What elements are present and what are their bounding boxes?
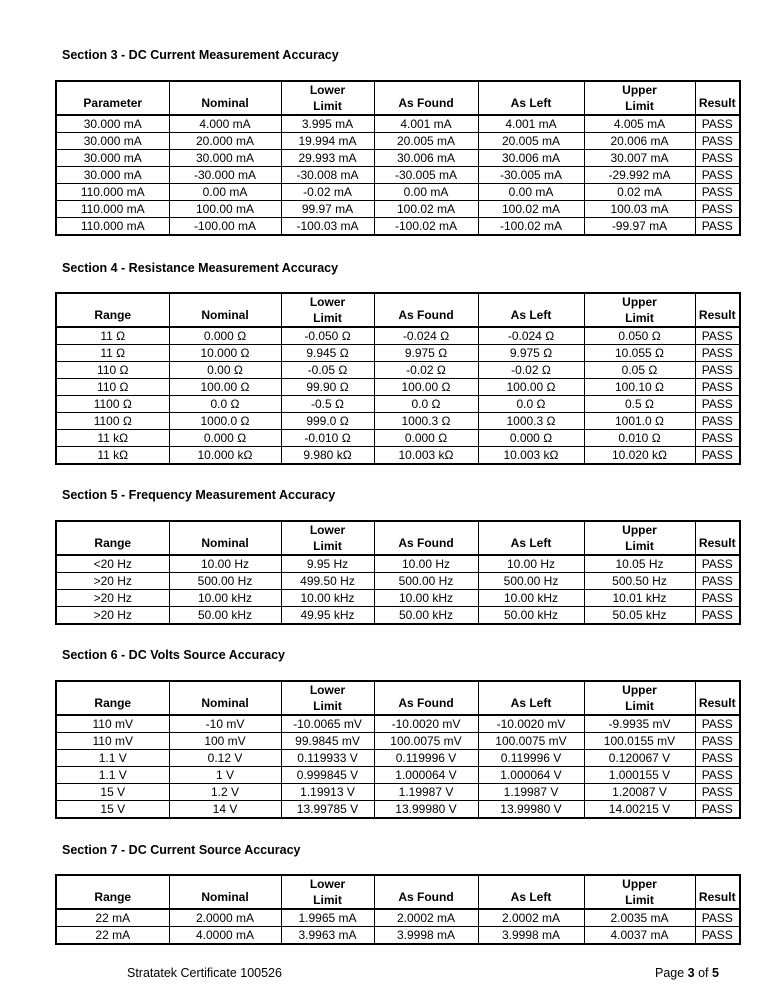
table-cell: 0.119996 V bbox=[374, 750, 478, 767]
table-cell: 500.50 Hz bbox=[584, 573, 695, 590]
table-cell: 50.00 kHz bbox=[478, 607, 584, 625]
header-lower-limit-2: Limit bbox=[281, 311, 374, 327]
table-cell: 2.0002 mA bbox=[374, 909, 478, 927]
table-cell: 0.120067 V bbox=[584, 750, 695, 767]
header-as-found: As Found bbox=[374, 875, 478, 909]
header-lower-limit-1: Lower bbox=[281, 293, 374, 311]
table-cell: 99.97 mA bbox=[281, 201, 374, 218]
section-5-table bbox=[55, 520, 741, 625]
table-row bbox=[56, 590, 740, 607]
table-cell: -99.97 mA bbox=[584, 218, 695, 236]
section-6-title: Section 6 - DC Volts Source Accuracy bbox=[62, 648, 285, 662]
table-cell: 4.005 mA bbox=[584, 115, 695, 133]
header-upper-limit-1: Upper bbox=[584, 681, 695, 699]
table-cell: 3.995 mA bbox=[281, 115, 374, 133]
table-cell: PASS bbox=[695, 362, 740, 379]
section-7-title: Section 7 - DC Current Source Accuracy bbox=[62, 843, 301, 857]
page-indicator bbox=[655, 966, 719, 980]
table-cell: 13.99785 V bbox=[281, 801, 374, 819]
table-cell: 11 Ω bbox=[56, 345, 169, 362]
header-range: Range bbox=[56, 681, 169, 715]
section-7-table bbox=[55, 874, 741, 945]
table-row bbox=[56, 218, 740, 236]
table-cell: 15 V bbox=[56, 801, 169, 819]
table-cell: 30.000 mA bbox=[56, 150, 169, 167]
section-4-title: Section 4 - Resistance Measurement Accuracy bbox=[62, 261, 339, 275]
header-as-found: As Found bbox=[374, 521, 478, 555]
table-cell: 10.055 Ω bbox=[584, 345, 695, 362]
header-range: Range bbox=[56, 521, 169, 555]
table-row bbox=[56, 150, 740, 167]
table-cell: 1100 Ω bbox=[56, 396, 169, 413]
table-cell: 110 Ω bbox=[56, 362, 169, 379]
header-upper-limit-1: Upper bbox=[584, 521, 695, 539]
header-as-left: As Left bbox=[478, 875, 584, 909]
table-cell: PASS bbox=[695, 379, 740, 396]
table-cell: -30.005 mA bbox=[374, 167, 478, 184]
header-result: Result bbox=[695, 521, 740, 555]
table-cell: PASS bbox=[695, 115, 740, 133]
table-cell: PASS bbox=[695, 218, 740, 236]
table-cell: -100.02 mA bbox=[478, 218, 584, 236]
table-cell: 13.99980 V bbox=[478, 801, 584, 819]
header-lower-limit-2: Limit bbox=[281, 99, 374, 115]
table-cell: 10.00 Hz bbox=[478, 555, 584, 573]
table-cell: 1.1 V bbox=[56, 750, 169, 767]
header-as-left: As Left bbox=[478, 293, 584, 327]
header-lower-limit-2: Limit bbox=[281, 893, 374, 909]
table-cell: 100 mV bbox=[169, 733, 281, 750]
table-cell: 4.000 mA bbox=[169, 115, 281, 133]
header-lower-limit-2: Limit bbox=[281, 699, 374, 715]
table-cell: >20 Hz bbox=[56, 590, 169, 607]
table-row bbox=[56, 184, 740, 201]
table-cell: PASS bbox=[695, 590, 740, 607]
table-cell: 100.00 mA bbox=[169, 201, 281, 218]
table-row bbox=[56, 167, 740, 184]
table-cell: 0.050 Ω bbox=[584, 327, 695, 345]
table-cell: 100.02 mA bbox=[478, 201, 584, 218]
table-cell: 2.0000 mA bbox=[169, 909, 281, 927]
table-cell: 0.000 Ω bbox=[169, 430, 281, 447]
table-cell: 100.00 Ω bbox=[478, 379, 584, 396]
table-row bbox=[56, 327, 740, 345]
table-cell: PASS bbox=[695, 150, 740, 167]
table-cell: 30.000 mA bbox=[169, 150, 281, 167]
table-cell: 49.95 kHz bbox=[281, 607, 374, 625]
table-cell: -30.008 mA bbox=[281, 167, 374, 184]
table-cell: 4.0000 mA bbox=[169, 927, 281, 945]
table-cell: 2.0002 mA bbox=[478, 909, 584, 927]
table-cell: 1000.3 Ω bbox=[478, 413, 584, 430]
header-as-found: As Found bbox=[374, 81, 478, 115]
table-cell: -9.9935 mV bbox=[584, 715, 695, 733]
table-row bbox=[56, 784, 740, 801]
table-cell: 20.006 mA bbox=[584, 133, 695, 150]
table-cell: PASS bbox=[695, 345, 740, 362]
table-cell: -10.0020 mV bbox=[478, 715, 584, 733]
header-upper-limit-2: Limit bbox=[584, 539, 695, 555]
table-cell: 13.99980 V bbox=[374, 801, 478, 819]
page-prefix: Page bbox=[655, 966, 688, 980]
table-cell: 9.95 Hz bbox=[281, 555, 374, 573]
table-cell: 100.03 mA bbox=[584, 201, 695, 218]
table-cell: 110 mV bbox=[56, 733, 169, 750]
header-nominal: Nominal bbox=[169, 681, 281, 715]
table-row bbox=[56, 133, 740, 150]
table-row bbox=[56, 345, 740, 362]
table-cell: 1.1 V bbox=[56, 767, 169, 784]
table-cell: -29.992 mA bbox=[584, 167, 695, 184]
table-cell: 9.975 Ω bbox=[478, 345, 584, 362]
table-cell: 20.005 mA bbox=[374, 133, 478, 150]
table-cell: 0.0 Ω bbox=[478, 396, 584, 413]
header-as-found: As Found bbox=[374, 681, 478, 715]
table-cell: PASS bbox=[695, 447, 740, 465]
table-cell: 10.01 kHz bbox=[584, 590, 695, 607]
header-upper-limit-1: Upper bbox=[584, 293, 695, 311]
table-cell: 10.000 Ω bbox=[169, 345, 281, 362]
table-cell: 1001.0 Ω bbox=[584, 413, 695, 430]
table-cell: PASS bbox=[695, 133, 740, 150]
table-cell: PASS bbox=[695, 184, 740, 201]
table-cell: 22 mA bbox=[56, 909, 169, 927]
table-row bbox=[56, 801, 740, 819]
table-cell: 4.0037 mA bbox=[584, 927, 695, 945]
table-cell: PASS bbox=[695, 733, 740, 750]
table-cell: 30.000 mA bbox=[56, 115, 169, 133]
table-cell: PASS bbox=[695, 327, 740, 345]
table-cell: <20 Hz bbox=[56, 555, 169, 573]
table-cell: PASS bbox=[695, 573, 740, 590]
table-cell: -0.050 Ω bbox=[281, 327, 374, 345]
table-cell: 1.000064 V bbox=[478, 767, 584, 784]
table-cell: 10.00 kHz bbox=[374, 590, 478, 607]
table-cell: 99.9845 mV bbox=[281, 733, 374, 750]
table-cell: 11 kΩ bbox=[56, 430, 169, 447]
table-cell: 3.9963 mA bbox=[281, 927, 374, 945]
table-cell: -30.000 mA bbox=[169, 167, 281, 184]
table-cell: 1.19913 V bbox=[281, 784, 374, 801]
table-cell: 14 V bbox=[169, 801, 281, 819]
table-cell: 50.05 kHz bbox=[584, 607, 695, 625]
certificate-label: Stratatek Certificate 100526 bbox=[127, 966, 282, 980]
header-nominal: Nominal bbox=[169, 875, 281, 909]
table-cell: 10.003 kΩ bbox=[374, 447, 478, 465]
table-cell: 1000.0 Ω bbox=[169, 413, 281, 430]
table-cell: 500.00 Hz bbox=[169, 573, 281, 590]
table-cell: 3.9998 mA bbox=[374, 927, 478, 945]
table-cell: 10.00 kHz bbox=[478, 590, 584, 607]
table-cell: 50.00 kHz bbox=[169, 607, 281, 625]
table-cell: PASS bbox=[695, 801, 740, 819]
table-cell: 1100 Ω bbox=[56, 413, 169, 430]
table-row bbox=[56, 396, 740, 413]
table-cell: -0.010 Ω bbox=[281, 430, 374, 447]
table-cell: 10.000 kΩ bbox=[169, 447, 281, 465]
table-cell: PASS bbox=[695, 430, 740, 447]
header-lower-limit-1: Lower bbox=[281, 81, 374, 99]
table-cell: 9.980 kΩ bbox=[281, 447, 374, 465]
table-cell: 9.975 Ω bbox=[374, 345, 478, 362]
table-cell: PASS bbox=[695, 767, 740, 784]
table-cell: 10.00 Hz bbox=[169, 555, 281, 573]
table-row bbox=[56, 573, 740, 590]
table-cell: 100.0075 mV bbox=[478, 733, 584, 750]
header-upper-limit-1: Upper bbox=[584, 875, 695, 893]
table-row bbox=[56, 201, 740, 218]
table-cell: 1 V bbox=[169, 767, 281, 784]
table-cell: 0.000 Ω bbox=[478, 430, 584, 447]
table-row bbox=[56, 430, 740, 447]
table-cell: 110 mV bbox=[56, 715, 169, 733]
table-cell: 110.000 mA bbox=[56, 201, 169, 218]
table-cell: 4.001 mA bbox=[374, 115, 478, 133]
header-result: Result bbox=[695, 81, 740, 115]
table-cell: PASS bbox=[695, 167, 740, 184]
table-cell: -100.00 mA bbox=[169, 218, 281, 236]
header-range: Range bbox=[56, 293, 169, 327]
table-cell: PASS bbox=[695, 927, 740, 945]
table-cell: 3.9998 mA bbox=[478, 927, 584, 945]
header-result: Result bbox=[695, 681, 740, 715]
table-cell: PASS bbox=[695, 201, 740, 218]
table-cell: 1.19987 V bbox=[374, 784, 478, 801]
header-range: Range bbox=[56, 875, 169, 909]
header-lower-limit-1: Lower bbox=[281, 521, 374, 539]
table-cell: 0.00 mA bbox=[374, 184, 478, 201]
table-row bbox=[56, 733, 740, 750]
header-parameter: Parameter bbox=[56, 81, 169, 115]
table-row bbox=[56, 607, 740, 625]
table-cell: 1.000155 V bbox=[584, 767, 695, 784]
table-cell: -0.024 Ω bbox=[374, 327, 478, 345]
table-cell: 2.0035 mA bbox=[584, 909, 695, 927]
table-cell: -10.0020 mV bbox=[374, 715, 478, 733]
table-cell: 20.005 mA bbox=[478, 133, 584, 150]
table-cell: 30.006 mA bbox=[374, 150, 478, 167]
table-cell: -0.02 Ω bbox=[374, 362, 478, 379]
table-cell: 500.00 Hz bbox=[478, 573, 584, 590]
table-cell: 500.00 Hz bbox=[374, 573, 478, 590]
header-upper-limit-1: Upper bbox=[584, 81, 695, 99]
table-cell: 0.02 mA bbox=[584, 184, 695, 201]
table-cell: 29.993 mA bbox=[281, 150, 374, 167]
header-upper-limit-2: Limit bbox=[584, 893, 695, 909]
table-cell: -0.02 mA bbox=[281, 184, 374, 201]
header-nominal: Nominal bbox=[169, 293, 281, 327]
header-lower-limit-1: Lower bbox=[281, 875, 374, 893]
table-cell: 30.007 mA bbox=[584, 150, 695, 167]
table-row bbox=[56, 750, 740, 767]
table-cell: 10.020 kΩ bbox=[584, 447, 695, 465]
table-cell: 100.0075 mV bbox=[374, 733, 478, 750]
table-cell: -30.005 mA bbox=[478, 167, 584, 184]
table-cell: 1000.3 Ω bbox=[374, 413, 478, 430]
header-as-left: As Left bbox=[478, 521, 584, 555]
table-cell: 99.90 Ω bbox=[281, 379, 374, 396]
table-row bbox=[56, 115, 740, 133]
table-cell: 11 Ω bbox=[56, 327, 169, 345]
table-cell: PASS bbox=[695, 909, 740, 927]
table-cell: -0.024 Ω bbox=[478, 327, 584, 345]
table-cell: PASS bbox=[695, 555, 740, 573]
table-cell: 0.00 mA bbox=[478, 184, 584, 201]
header-as-found: As Found bbox=[374, 293, 478, 327]
table-cell: 0.00 mA bbox=[169, 184, 281, 201]
table-cell: 10.00 kHz bbox=[169, 590, 281, 607]
table-cell: 0.010 Ω bbox=[584, 430, 695, 447]
table-cell: 10.00 Hz bbox=[374, 555, 478, 573]
table-cell: 30.000 mA bbox=[56, 133, 169, 150]
table-cell: 0.0 Ω bbox=[169, 396, 281, 413]
table-row bbox=[56, 909, 740, 927]
table-cell: 4.001 mA bbox=[478, 115, 584, 133]
header-nominal: Nominal bbox=[169, 521, 281, 555]
table-cell: 10.05 Hz bbox=[584, 555, 695, 573]
table-cell: 110.000 mA bbox=[56, 184, 169, 201]
table-cell: -100.02 mA bbox=[374, 218, 478, 236]
table-row bbox=[56, 555, 740, 573]
table-cell: 0.05 Ω bbox=[584, 362, 695, 379]
table-cell: 0.119996 V bbox=[478, 750, 584, 767]
table-cell: 9.945 Ω bbox=[281, 345, 374, 362]
table-cell: 0.119933 V bbox=[281, 750, 374, 767]
table-cell: 0.12 V bbox=[169, 750, 281, 767]
table-cell: 100.00 Ω bbox=[169, 379, 281, 396]
table-cell: 100.02 mA bbox=[374, 201, 478, 218]
page-number: 3 bbox=[687, 966, 695, 980]
table-cell: 110.000 mA bbox=[56, 218, 169, 236]
table-cell: 100.0155 mV bbox=[584, 733, 695, 750]
header-result: Result bbox=[695, 875, 740, 909]
table-row bbox=[56, 447, 740, 465]
table-cell: 1.000064 V bbox=[374, 767, 478, 784]
table-cell: PASS bbox=[695, 413, 740, 430]
header-nominal: Nominal bbox=[169, 81, 281, 115]
table-cell: 20.000 mA bbox=[169, 133, 281, 150]
section-6-table bbox=[55, 680, 741, 819]
table-cell: -10 mV bbox=[169, 715, 281, 733]
table-cell: PASS bbox=[695, 396, 740, 413]
header-as-left: As Left bbox=[478, 681, 584, 715]
table-cell: 0.0 Ω bbox=[374, 396, 478, 413]
table-cell: 50.00 kHz bbox=[374, 607, 478, 625]
table-cell: 1.19987 V bbox=[478, 784, 584, 801]
table-cell: >20 Hz bbox=[56, 573, 169, 590]
table-cell: 100.10 Ω bbox=[584, 379, 695, 396]
table-cell: -0.02 Ω bbox=[478, 362, 584, 379]
table-cell: 0.999845 V bbox=[281, 767, 374, 784]
table-cell: -100.03 mA bbox=[281, 218, 374, 236]
table-cell: -10.0065 mV bbox=[281, 715, 374, 733]
table-cell: 1.2 V bbox=[169, 784, 281, 801]
table-cell: 14.00215 V bbox=[584, 801, 695, 819]
table-cell: 11 kΩ bbox=[56, 447, 169, 465]
table-cell: PASS bbox=[695, 784, 740, 801]
header-result: Result bbox=[695, 293, 740, 327]
table-cell: 10.00 kHz bbox=[281, 590, 374, 607]
table-row bbox=[56, 362, 740, 379]
table-cell: 0.5 Ω bbox=[584, 396, 695, 413]
header-upper-limit-2: Limit bbox=[584, 699, 695, 715]
table-cell: 22 mA bbox=[56, 927, 169, 945]
section-3-table bbox=[55, 80, 741, 236]
table-row bbox=[56, 767, 740, 784]
table-cell: -0.5 Ω bbox=[281, 396, 374, 413]
table-row bbox=[56, 927, 740, 945]
table-cell: 110 Ω bbox=[56, 379, 169, 396]
section-4-table bbox=[55, 292, 741, 465]
table-cell: 100.00 Ω bbox=[374, 379, 478, 396]
header-lower-limit-1: Lower bbox=[281, 681, 374, 699]
table-cell: 30.000 mA bbox=[56, 167, 169, 184]
table-cell: 0.000 Ω bbox=[169, 327, 281, 345]
header-upper-limit-2: Limit bbox=[584, 99, 695, 115]
table-cell: 499.50 Hz bbox=[281, 573, 374, 590]
header-lower-limit-2: Limit bbox=[281, 539, 374, 555]
table-row bbox=[56, 413, 740, 430]
section-3-title: Section 3 - DC Current Measurement Accuracy bbox=[62, 48, 339, 62]
table-cell: 1.20087 V bbox=[584, 784, 695, 801]
table-cell: PASS bbox=[695, 750, 740, 767]
table-cell: 0.00 Ω bbox=[169, 362, 281, 379]
table-cell: 30.006 mA bbox=[478, 150, 584, 167]
table-cell: 0.000 Ω bbox=[374, 430, 478, 447]
table-cell: PASS bbox=[695, 715, 740, 733]
table-row bbox=[56, 379, 740, 396]
table-cell: PASS bbox=[695, 607, 740, 625]
section-5-title: Section 5 - Frequency Measurement Accuracy bbox=[62, 488, 336, 502]
table-cell: 15 V bbox=[56, 784, 169, 801]
table-cell: 19.994 mA bbox=[281, 133, 374, 150]
table-row bbox=[56, 715, 740, 733]
table-cell: -0.05 Ω bbox=[281, 362, 374, 379]
table-cell: 1.9965 mA bbox=[281, 909, 374, 927]
table-cell: 10.003 kΩ bbox=[478, 447, 584, 465]
table-cell: >20 Hz bbox=[56, 607, 169, 625]
header-upper-limit-2: Limit bbox=[584, 311, 695, 327]
page-of: of bbox=[694, 966, 712, 980]
table-cell: 999.0 Ω bbox=[281, 413, 374, 430]
page-total: 5 bbox=[712, 966, 719, 980]
header-as-left: As Left bbox=[478, 81, 584, 115]
